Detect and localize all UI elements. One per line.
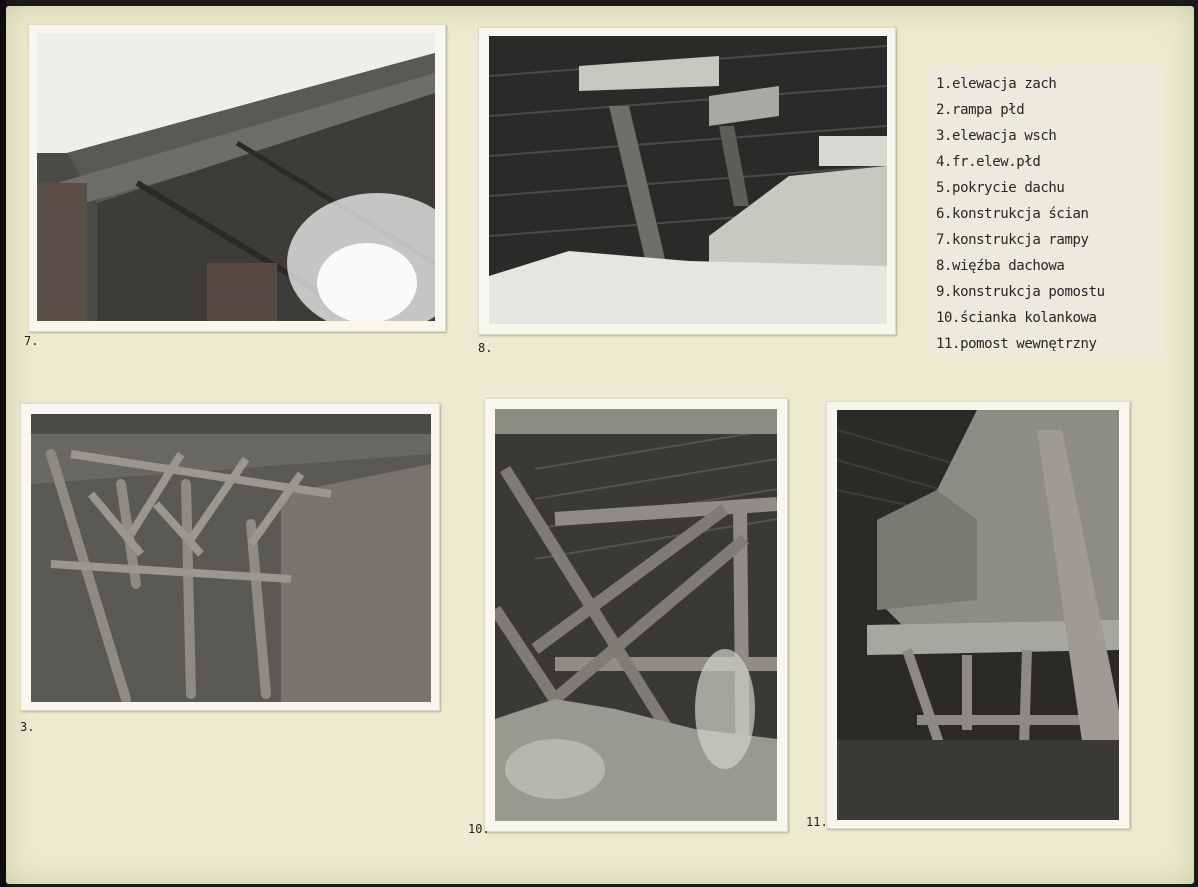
photo-11 bbox=[826, 401, 1130, 829]
legend-item: 9.konstrukcja pomostu bbox=[936, 284, 1105, 300]
photo-7-image bbox=[37, 33, 435, 321]
legend-item: 6.konstrukcja ścian bbox=[936, 206, 1089, 222]
photo-10-number: 10. bbox=[468, 822, 490, 836]
legend-item: 3.elewacja wsch bbox=[936, 128, 1057, 144]
photo-10 bbox=[484, 398, 788, 832]
legend-item: 4.fr.elew.płd bbox=[936, 154, 1041, 170]
photo-7-number: 7. bbox=[24, 334, 39, 348]
photo-11-number: 11. bbox=[806, 815, 828, 829]
photo-7 bbox=[28, 24, 446, 332]
photo-8-image bbox=[489, 36, 887, 324]
legend-item: 10.ścianka kolankowa bbox=[936, 310, 1097, 326]
photo-11-image bbox=[837, 410, 1119, 820]
legend-item: 5.pokrycie dachu bbox=[936, 180, 1065, 196]
photo-8 bbox=[478, 27, 896, 335]
photo-8-number: 8. bbox=[478, 341, 493, 355]
legend-item: 2.rampa płd bbox=[936, 102, 1025, 118]
photo-3 bbox=[20, 403, 440, 711]
legend-item: 11.pomost wewnętrzny bbox=[936, 336, 1097, 352]
photo-3-number: 3. bbox=[20, 720, 35, 734]
photo-3-image bbox=[31, 414, 431, 702]
photo-10-image bbox=[495, 409, 777, 821]
legend-list bbox=[928, 66, 1162, 358]
legend-item: 1.elewacja zach bbox=[936, 76, 1057, 92]
legend-item: 7.konstrukcja rampy bbox=[936, 232, 1089, 248]
legend-item: 8.więźba dachowa bbox=[936, 258, 1065, 274]
